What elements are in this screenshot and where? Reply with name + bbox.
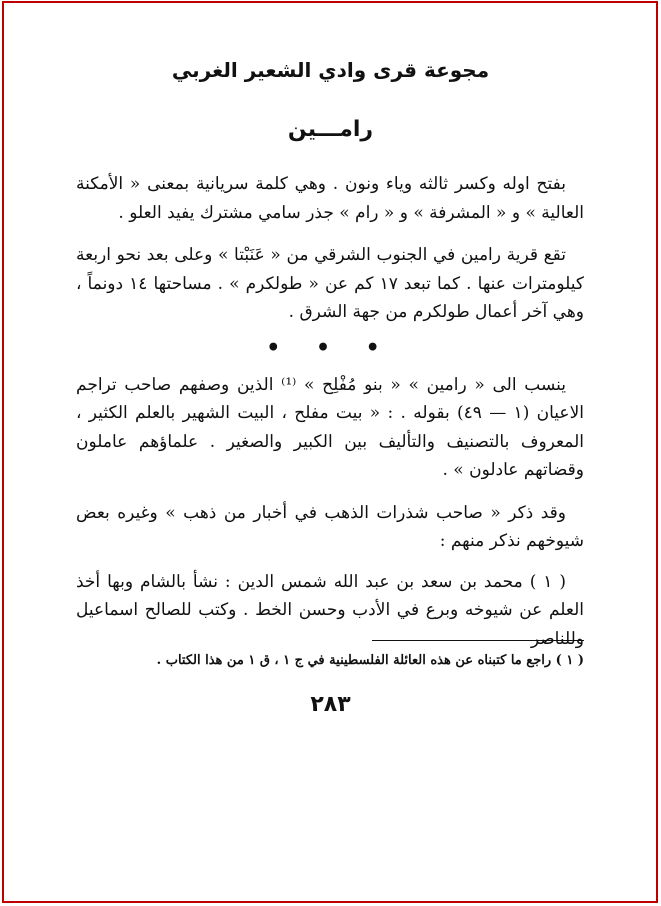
running-header: مجوعة قرى وادي الشعير الغربي: [171, 58, 490, 82]
paragraph-location: تقع قرية رامين في الجنوب الشرقي من « عَنَبْتا » وعلى بعد نحو اربعة كيلومترات عنها . كما تبعد ١٧ كم عن « طولكرم » . مساحتها ١٤ دونماً ، وهي آخر أعمال طولكرم من جهة الشرق .: [76, 245, 584, 322]
paragraph-muhammad-bin-saad: ( ١ ) محمد بن سعد بن عبد الله شمس الدين : نشأ بالشام وبها أخذ العلم عن شيوخه وبرع في الأدب وحسن الخط . وكتب للصالح اسماعيل وللناصر: [76, 571, 584, 649]
footnote-rule: [372, 640, 584, 641]
paragraph-bani-muflih: ينسب الى « رامين » « بنو مُفْلِح » ⁽¹⁾ الذين وصفهم صاحب تراجم الاعيان (١ — ٤٩) بقوله . : « بيت مفلح ، البيت الشهير بالعلم الكثير ، المعروف بالتصنيف والتأليف بين الكبير والصغير . علماؤهم عاملون وقضاتهم عادلون » .: [76, 374, 584, 480]
paragraph-shadharat: وقد ذكر « صاحب شذرات الذهب في أخبار من ذهب » وغيره بعض شيوخهم نذكر منهم :: [76, 502, 584, 551]
section-title: رامـــين: [287, 117, 374, 142]
body-text: [76, 170, 584, 667]
footnote: ( ١ ) راجع ما كتبناه عن هذه العائلة الفلسطينية في ج ١ ، ق ١ من هذا الكتاب .: [156, 653, 584, 668]
section-separator: • • •: [266, 334, 394, 361]
page-number: ٢٨٣: [310, 692, 351, 717]
paragraph-etymology: بفتح اوله وكسر ثالثه وياء ونون . وهي كلمة سريانية بمعنى « الأمكنة العالية » و « المشرفة » و « رام » جذر سامي مشترك يفيد العلو .: [76, 174, 584, 223]
